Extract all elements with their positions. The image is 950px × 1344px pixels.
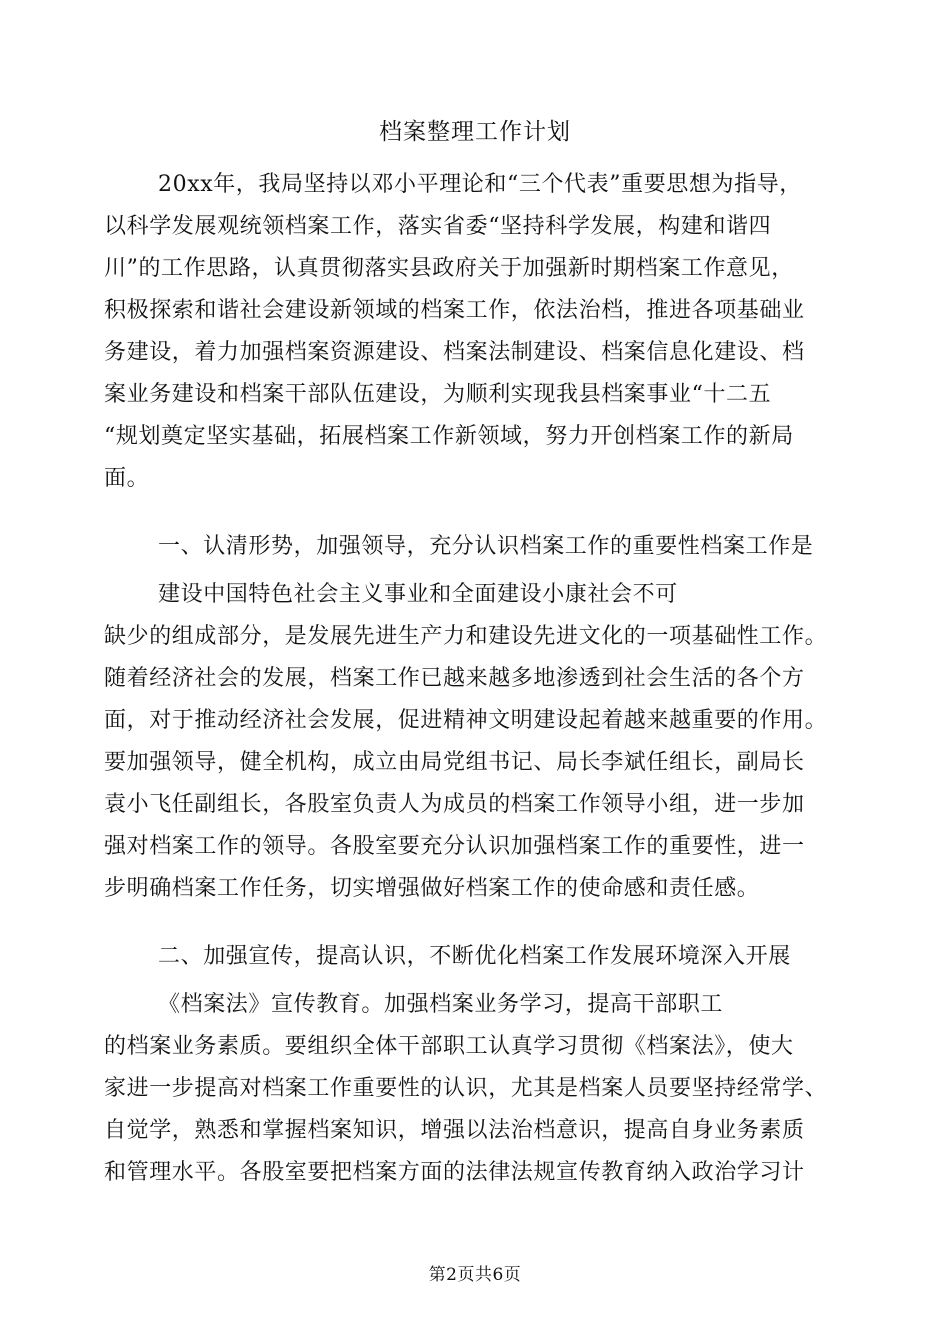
- body-line: 要加强领导，健全机构，成立由局党组书记、局长李斌任组长，副局长: [104, 750, 805, 775]
- body-line: 缺少的组成部分，是发展先进生产力和建设先进文化的一项基础性工作。: [104, 624, 828, 649]
- body-line: 务建设，着力加强档案资源建设、档案法制建设、档案信息化建设、档: [104, 340, 805, 365]
- body-line: 《档案法》宣传教育。加强档案业务学习，提高干部职工: [158, 992, 724, 1017]
- body-line: 自觉学，熟悉和掌握档案知识，增强以法治档意识，提高自身业务素质: [104, 1118, 805, 1143]
- body-line: 案业务建设和档案干部队伍建设，为顺利实现我县档案事业“十二五: [104, 382, 772, 407]
- page-number-footer: 第2页共6页: [428, 1265, 522, 1285]
- body-line: 以科学发展观统领档案工作，落实省委“坚持科学发展，构建和谐四: [104, 214, 772, 239]
- body-line: 和管理水平。各股室要把档案方面的法律法规宣传教育纳入政治学习计: [104, 1160, 805, 1185]
- body-line: 步明确档案工作任务，切实增强做好档案工作的使命感和责任感。: [104, 876, 760, 901]
- body-line: “规划奠定坚实基础，拓展档案工作新领域，努力开创档案工作的新局: [104, 424, 794, 449]
- body-line: 强对档案工作的领导。各股室要充分认识加强档案工作的重要性，进一: [104, 834, 805, 859]
- section-heading-2: 二、加强宣传，提高认识，不断优化档案工作发展环境深入开展: [158, 944, 791, 969]
- body-line: 的档案业务素质。要组织全体干部职工认真学习贯彻《档案法》，使大: [104, 1034, 794, 1059]
- body-line: 袁小飞任副组长，各股室负责人为成员的档案工作领导小组，进一步加: [104, 792, 805, 817]
- body-line: 20xx年，我局坚持以邓小平理论和“三个代表”重要思想为指导，: [158, 172, 802, 197]
- body-line: 面，对于推动经济社会发展，促进精神文明建设起着越来越重要的作用。: [104, 708, 828, 733]
- body-line: 川”的工作思路，认真贯彻落实县政府关于加强新时期档案工作意见，: [104, 256, 794, 281]
- section-heading-1: 一、认清形势，加强领导，充分认识档案工作的重要性档案工作是: [158, 534, 814, 559]
- body-line: 随着经济社会的发展，档案工作已越来越多地渗透到社会生活的各个方: [104, 666, 805, 691]
- body-line: 积极探索和谐社会建设新领域的档案工作，依法治档，推进各项基础业: [104, 298, 805, 323]
- body-line: 建设中国特色社会主义事业和全面建设小康社会不可: [158, 582, 678, 607]
- body-line: 面。: [104, 466, 150, 491]
- document-title: 档案整理工作计划: [379, 119, 571, 145]
- body-line: 家进一步提高对档案工作重要性的认识，尤其是档案人员要坚持经常学、: [104, 1076, 828, 1101]
